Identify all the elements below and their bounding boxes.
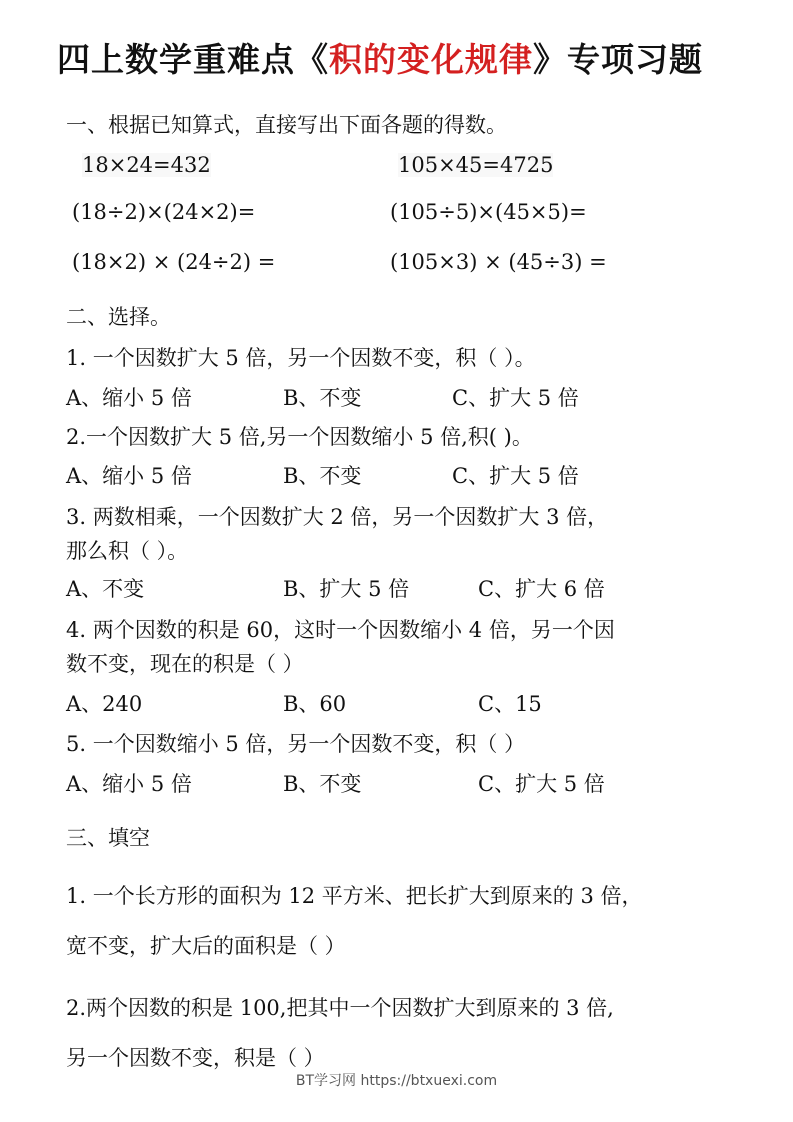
choice-q4-line1: 4. 两个因数的积是 60，这时一个因数缩小 4 倍，另一个因 — [66, 618, 615, 642]
choice-q5-line1: 5. 一个因数缩小 5 倍，另一个因数不变，积（ ） — [66, 732, 526, 756]
choice-q2-line1: 2.一个因数扩大 5 倍,另一个因数缩小 5 倍,积( )。 — [66, 425, 533, 449]
q2-left: (18×2) × (24÷2) = — [72, 250, 276, 274]
choice-q5-option-c: C、扩大 5 倍 — [478, 772, 605, 796]
choice-q1-line1: 1. 一个因数扩大 5 倍，另一个因数不变，积（ ）。 — [66, 346, 536, 370]
footer-watermark: BT学习网 https://btxuexi.com — [295, 1073, 498, 1089]
section2-heading: 二、选择。 — [66, 305, 171, 329]
title-prefix: 四上数学重难点《 — [57, 40, 329, 79]
title-highlight: 积的变化规律 — [329, 40, 533, 79]
section1-heading: 一、根据已知算式，直接写出下面各题的得数。 — [66, 113, 507, 137]
fill-q1-line1: 1. 一个长方形的面积为 12 平方米、把长扩大到原来的 3 倍， — [66, 884, 643, 908]
choice-q3-option-b: B、扩大 5 倍 — [283, 577, 410, 601]
page-title — [57, 34, 703, 81]
choice-q2-option-a: A、缩小 5 倍 — [66, 464, 192, 488]
choice-q1-option-b: B、不变 — [283, 386, 362, 410]
choice-q4-option-a: A、240 — [66, 692, 143, 716]
choice-q3-line1: 3. 两数相乘，一个因数扩大 2 倍，另一个因数扩大 3 倍， — [66, 505, 609, 529]
choice-q2-option-b: B、不变 — [283, 464, 362, 488]
choice-q4-option-c: C、15 — [478, 692, 542, 716]
choice-q3-option-c: C、扩大 6 倍 — [478, 577, 605, 601]
choice-q4-option-b: B、60 — [283, 692, 347, 716]
q2-right: (105×3) × (45÷3) = — [390, 250, 607, 274]
choice-q1-option-c: C、扩大 5 倍 — [452, 386, 579, 410]
choice-q1-option-a: A、缩小 5 倍 — [66, 386, 192, 410]
given-right: 105×45=4725 — [398, 153, 554, 177]
q1-left: (18÷2)×(24×2)= — [72, 200, 256, 224]
choice-q4-line2: 数不变，现在的积是（ ） — [66, 652, 304, 676]
choice-q3-line2: 那么积（ ）。 — [66, 539, 189, 563]
fill-q2-line1: 2.两个因数的积是 100,把其中一个因数扩大到原来的 3 倍, — [66, 996, 614, 1020]
fill-q1-line2: 宽不变，扩大后的面积是（ ） — [66, 934, 346, 958]
choice-q2-option-c: C、扩大 5 倍 — [452, 464, 579, 488]
fill-q2-line2: 另一个因数不变，积是（ ） — [66, 1046, 325, 1070]
given-left: 18×24=432 — [82, 153, 211, 177]
choice-q5-option-a: A、缩小 5 倍 — [66, 772, 192, 796]
choice-q3-option-a: A、不变 — [66, 577, 145, 601]
choice-q5-option-b: B、不变 — [283, 772, 362, 796]
title-suffix: 》专项习题 — [533, 40, 703, 79]
q1-right: (105÷5)×(45×5)= — [390, 200, 587, 224]
section3-heading: 三、填空 — [66, 826, 150, 850]
